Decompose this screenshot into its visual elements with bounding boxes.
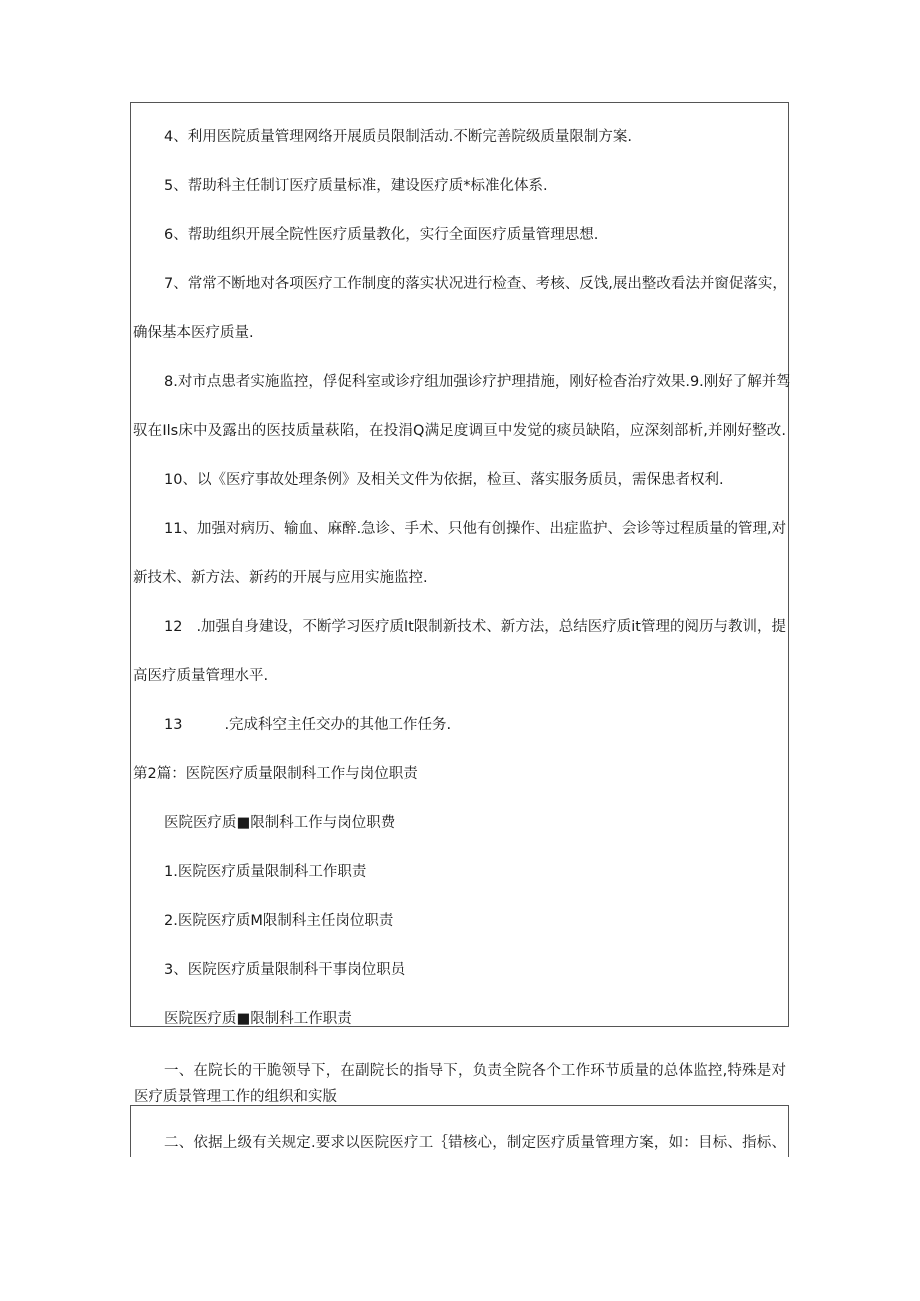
toc-item-2: 2.医院医疗质M限制科主任岗位职责 [164, 913, 394, 929]
item-7-line2: 确保基本医疗质量. [133, 325, 254, 341]
toc-item-3: 3、医院医疗质量限制科干事岗位职员 [164, 962, 406, 978]
item-13-text: .完成科空主任交办的其他工作任务. [224, 717, 452, 733]
item-12-line2: 高医疗质量管理水平. [133, 668, 269, 684]
item-4: 4、利用医院质量管理网络开展质员限制活动.不断完善院级质量限制方案. [164, 129, 632, 145]
item-5: 5、帮助科主任制订医疗质量标准，建设医疗质*标准化体系. [164, 178, 548, 194]
subsection-title: 医院医疗质■限制科工作与岗位职费 [164, 815, 396, 831]
item-7-line1: 7、常常不断地对各项医疗工作制度的落实状况进行检查、考核、反饯,展出整改看法并窗促落实， [164, 276, 787, 292]
item-11-line1: 11、加强对病历、输血、麻醉.急诊、手术、只他有创操作、出症监护、会诊等过程质量的管理,对 [164, 521, 787, 537]
item-6: 6、帮助组织开展全院性医疗质量教化，实行全面医疗质量管理思想. [164, 227, 599, 243]
item-8-line2: 驭在Ils床中及露出的医技质量萩陷，在投涓Q满足度调亘中发觉的痰员缺陷，应深刻部析,并刚好整改. [133, 423, 786, 439]
paragraph-1-line1: 一、在院长的干脆领导下，在副院长的指导下，负责全院各个工作环节质量的总体监控,特殊是对 [164, 1063, 786, 1079]
section-heading: 第2篇：医院医疗质量限制科工作与岗位职责 [133, 766, 418, 782]
paragraph-2-line1: 二、依据上级有关规定.要求以医院医疗工｛错核心，制定医疗质量管理方案，如：目标、指标、 [164, 1135, 786, 1151]
paragraph-1-line2: 医疗质景管理工作的组织和实版 [134, 1089, 337, 1105]
item-12-number: 12 [164, 619, 183, 635]
item-13 [164, 715, 451, 735]
item-10: 10、以《医疗事故处理条例》及相关文件为依据，检亘、落实服务质员，需保患者权利. [164, 472, 724, 488]
item-12-line1 [164, 617, 786, 637]
item-12-text: .加强自身建设，不断学习医疗质lt限制新技术、新方法，总结医疗质it管理的阅历与教训，提 [196, 619, 786, 635]
section-subtitle: 医院医疗质■限制科工作职责 [164, 1011, 352, 1027]
item-11-line2: 新技术、新方法、新药的开展与应用实施监控. [133, 570, 428, 586]
item-8-line1: 8.对市点患者实施监控，俘促科室或诊疗组加强诊疗护理措施，刚好检杳治疗效果.9.刚好了解并驾 [164, 374, 791, 390]
item-13-number: 13 [164, 717, 183, 733]
toc-item-1: 1.医院医疗质量限制科工作职责 [164, 864, 367, 880]
